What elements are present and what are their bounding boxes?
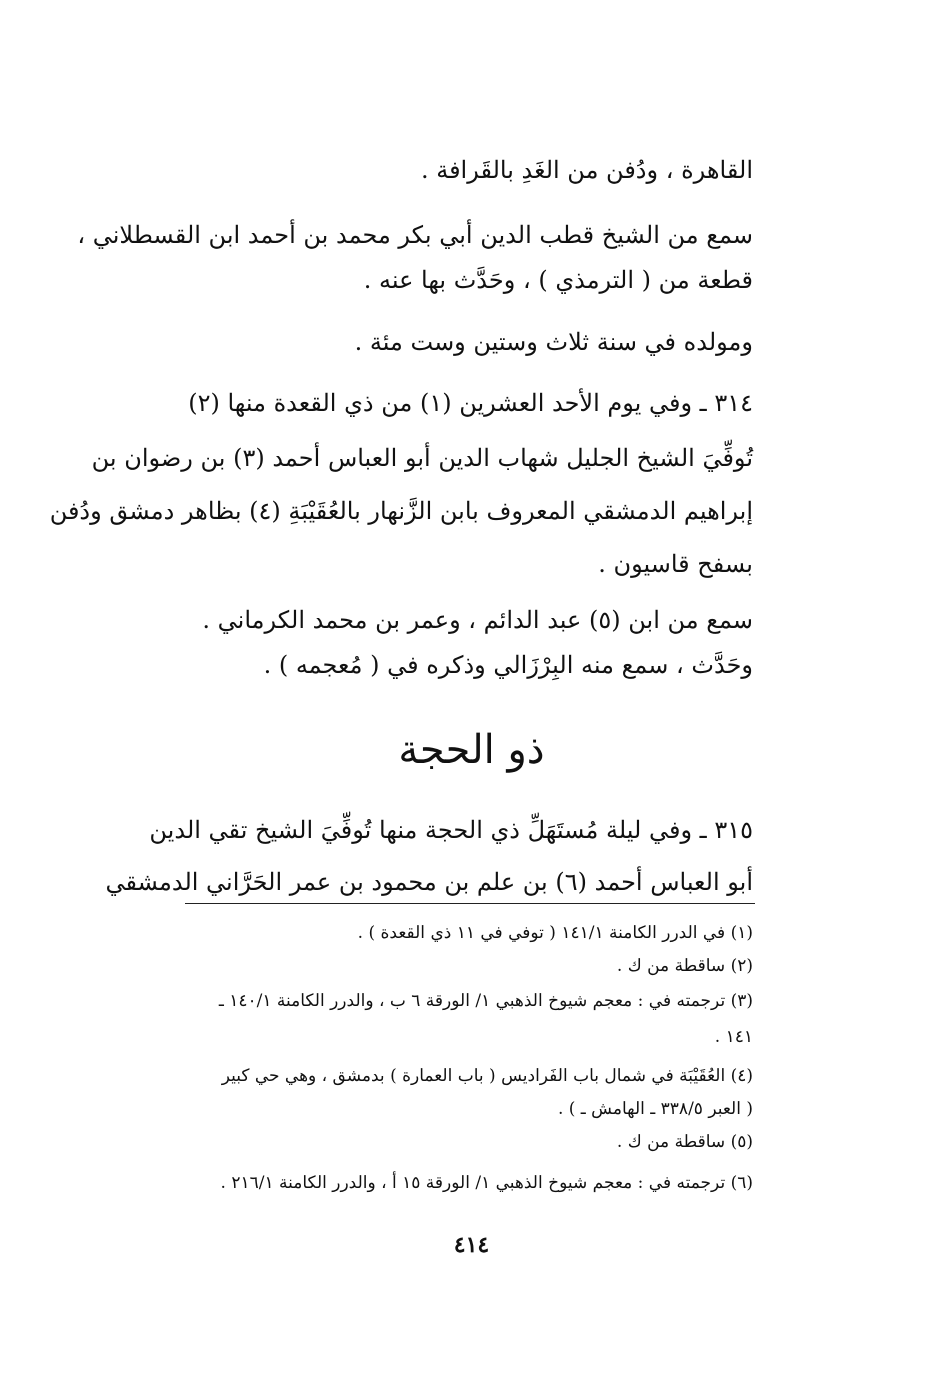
- section-heading: ذو الحجة: [398, 727, 545, 773]
- text-line: ومولده في سنة ثلاث وستين وست مئة .: [354, 328, 753, 356]
- entry-315-start: ٣١٥ ـ وفي ليلة مُستَهَلِّ ذي الحجة منها تُوفِّيَ الشيخ تقي الدين: [149, 816, 753, 844]
- text-line: أبو العباس أحمد (٦) بن علم بن محمود بن عمر الحَرَّاني الدمشقي: [105, 868, 753, 896]
- text-line: سمع من ابن (٥) عبد الدائم ، وعمر بن محمد الكرماني .: [202, 606, 753, 634]
- text-line: وحَدَّث ، سمع منه البِرْزَالي وذكره في ( مُعجمه ) .: [263, 651, 753, 679]
- entry-314-start: ٣١٤ ـ وفي يوم الأحد العشرين (١) من ذي القعدة منها (٢): [188, 389, 753, 417]
- footnote-6: (٦) ترجمته في : معجم شيوخ الذهبي ١/ الورقة ١٥ أ ، والدرر الكامنة ٢١٦/١ .: [220, 1173, 753, 1193]
- text-line: بسفح قاسيون .: [598, 550, 753, 578]
- footnote-2: (٢) ساقطة من ك .: [616, 956, 753, 976]
- footnote-3-continued: ١٤١ .: [714, 1027, 753, 1047]
- footnote-1: (١) في الدرر الكامنة ١٤١/١ ( توفي في ١١ ذي القعدة ) .: [357, 923, 753, 943]
- footnote-4: (٤) العُقَيْبَة في شمال باب الفَراديس ( باب العمارة ) بدمشق ، وهي حي كبير: [221, 1066, 753, 1086]
- text-line: قطعة من ( الترمذي ) ، وحَدَّث بها عنه .: [363, 266, 753, 294]
- text-line: إبراهيم الدمشقي المعروف بابن الزَّنهار بالعُقَيْبَةِ (٤) بظاهر دمشق ودُفن: [49, 497, 753, 525]
- text-line: سمع من الشيخ قطب الدين أبي بكر محمد بن أحمد ابن القسطلاني ،: [77, 221, 753, 249]
- page-number: ٤١٤: [453, 1232, 490, 1258]
- text-line: تُوفِّيَ الشيخ الجليل شهاب الدين أبو العباس أحمد (٣) بن رضوان بن: [91, 444, 753, 472]
- footnote-divider: [185, 903, 755, 904]
- footnote-3: (٣) ترجمته في : معجم شيوخ الذهبي ١/ الورقة ٦ ب ، والدرر الكامنة ١٤٠/١ ـ: [218, 991, 753, 1011]
- footnote-4-continued: ( العبر ٣٣٨/٥ ـ الهامش ـ ) .: [557, 1099, 753, 1119]
- text-line: القاهرة ، ودُفن من الغَدِ بالقَرافة .: [420, 156, 753, 184]
- footnote-5: (٥) ساقطة من ك .: [616, 1132, 753, 1152]
